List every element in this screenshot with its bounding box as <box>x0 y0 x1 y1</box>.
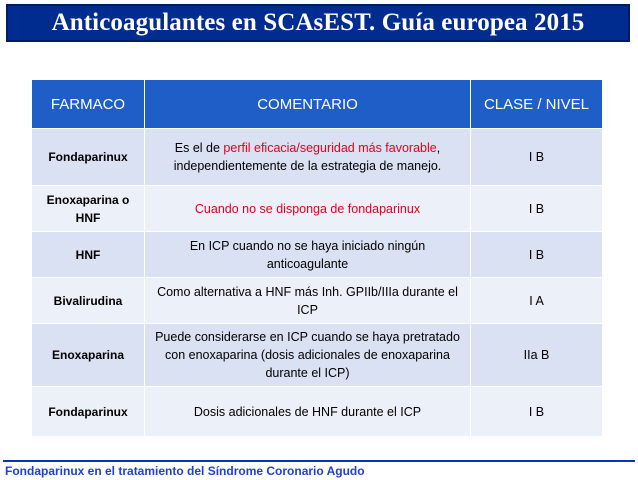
comment-cell: Puede considerarse en ICP cuando se haya pretratado con enoxaparina (dosis adicionales de enoxaparina durante el ICP) <box>145 324 471 387</box>
comment-cell <box>145 186 471 232</box>
footer-bar <box>3 460 635 479</box>
drug-cell: Enoxaparina <box>32 324 145 387</box>
header-farmaco: FARMACO <box>32 80 145 129</box>
table-row <box>32 186 603 232</box>
header-clase-nivel: CLASE / NIVEL <box>471 80 603 129</box>
level-cell: I B <box>471 232 603 278</box>
drug-cell: Enoxaparina o HNF <box>32 186 145 232</box>
drug-cell: Fondaparinux <box>32 387 145 437</box>
level-cell: I B <box>471 129 603 186</box>
level-cell: I A <box>471 278 603 324</box>
table-row <box>32 129 603 186</box>
level-cell: I B <box>471 387 603 437</box>
drug-cell: Fondaparinux <box>32 129 145 186</box>
table-header-row <box>32 80 603 129</box>
table-row <box>32 324 603 387</box>
table-row <box>32 278 603 324</box>
comment-text: , independientemente de la estrategia de manejo. <box>173 141 442 173</box>
comment-cell: En ICP cuando no se haya iniciado ningún anticoagulante <box>145 232 471 278</box>
drug-cell: HNF <box>32 232 145 278</box>
comment-cell: Dosis adicionales de HNF durante el ICP <box>145 387 471 437</box>
comment-highlight: Cuando no se disponga de fondaparinux <box>194 201 421 216</box>
comment-text: Es el de <box>174 141 224 155</box>
anticoagulant-table <box>31 79 603 437</box>
footer-caption: Fondaparinux en el tratamiento del Síndrome Coronario Agudo <box>5 464 365 478</box>
page-title: Anticoagulantes en SCAsEST. Guía europea 2015 <box>51 9 585 36</box>
level-cell: I B <box>471 186 603 232</box>
table-row <box>32 232 603 278</box>
header-comentario: COMENTARIO <box>145 80 471 129</box>
comment-highlight: perfil eficacia/seguridad más favorable <box>223 141 437 155</box>
comment-cell <box>145 129 471 186</box>
title-banner <box>6 4 630 42</box>
comment-cell: Como alternativa a HNF más Inh. GPIIb/IIIa durante el ICP <box>145 278 471 324</box>
level-cell: IIa B <box>471 324 603 387</box>
table-row <box>32 387 603 437</box>
drug-cell: Bivalirudina <box>32 278 145 324</box>
